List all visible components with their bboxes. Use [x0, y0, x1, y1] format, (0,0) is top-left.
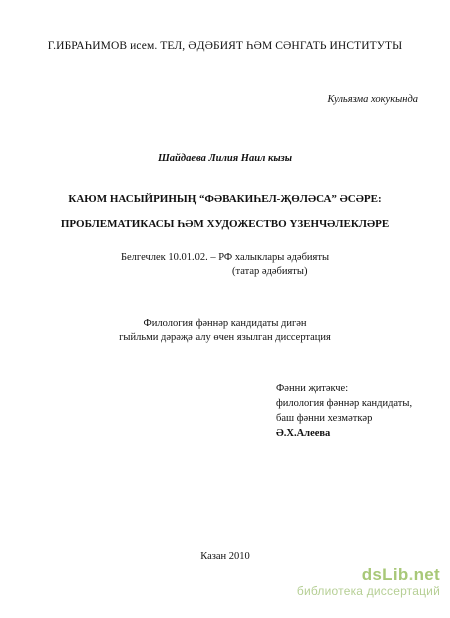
supervisor-degree: филология фәннәр кандидаты,: [276, 398, 413, 409]
author-name: Шайдаева Лилия Наил кызы: [157, 153, 293, 164]
city-year: Казан 2010: [200, 551, 250, 562]
title-line-2: ПРОБЛЕМАТИКАСЫ ҺӘМ ХУДОЖЕСТВО ҮЗЕНЧӘЛЕКЛӘРЕ: [60, 218, 390, 230]
watermark-subtitle: библиотека диссертаций: [296, 584, 440, 598]
specialty-line-2: (татар әдәбияты): [232, 266, 308, 277]
supervisor-block: [276, 381, 412, 441]
specialty-line-1: Белгечлек 10.01.02. – РФ халыклары әдәбияты: [120, 252, 330, 263]
title-line-1: КАЮМ НАСЫЙРИНЫҢ “ФӘВАКИҺЕЛ-ҖӨЛӘСА” ӘСӘРЕ:: [68, 193, 382, 205]
supervisor-position: баш фәнни хезмәткәр: [276, 413, 373, 424]
watermark-logo-main: dsLib: [361, 565, 409, 584]
supervisor-label: Фәнни җитәкче:: [276, 383, 349, 394]
watermark-logo-tld: net: [413, 565, 440, 584]
watermark-logo: [297, 566, 440, 584]
manuscript-note: Кульязма хокукында: [327, 94, 418, 105]
supervisor-name: Ә.Х.Алеева: [276, 428, 331, 439]
degree-line-2: гыйльми дәрәҗә алу өчен язылган диссертация: [119, 332, 331, 343]
watermark-logo-dot: .: [408, 565, 414, 584]
degree-line-1: Филология фәннәр кандидаты дигән: [143, 318, 307, 329]
dslib-watermark: [297, 566, 440, 599]
institute-name: Г.ИБРАҺИМОВ исем. ТЕЛ, ӘДӘБИЯТ ҺӘМ СӘНГАТЬ ИНСТИТУТЫ: [47, 40, 403, 52]
